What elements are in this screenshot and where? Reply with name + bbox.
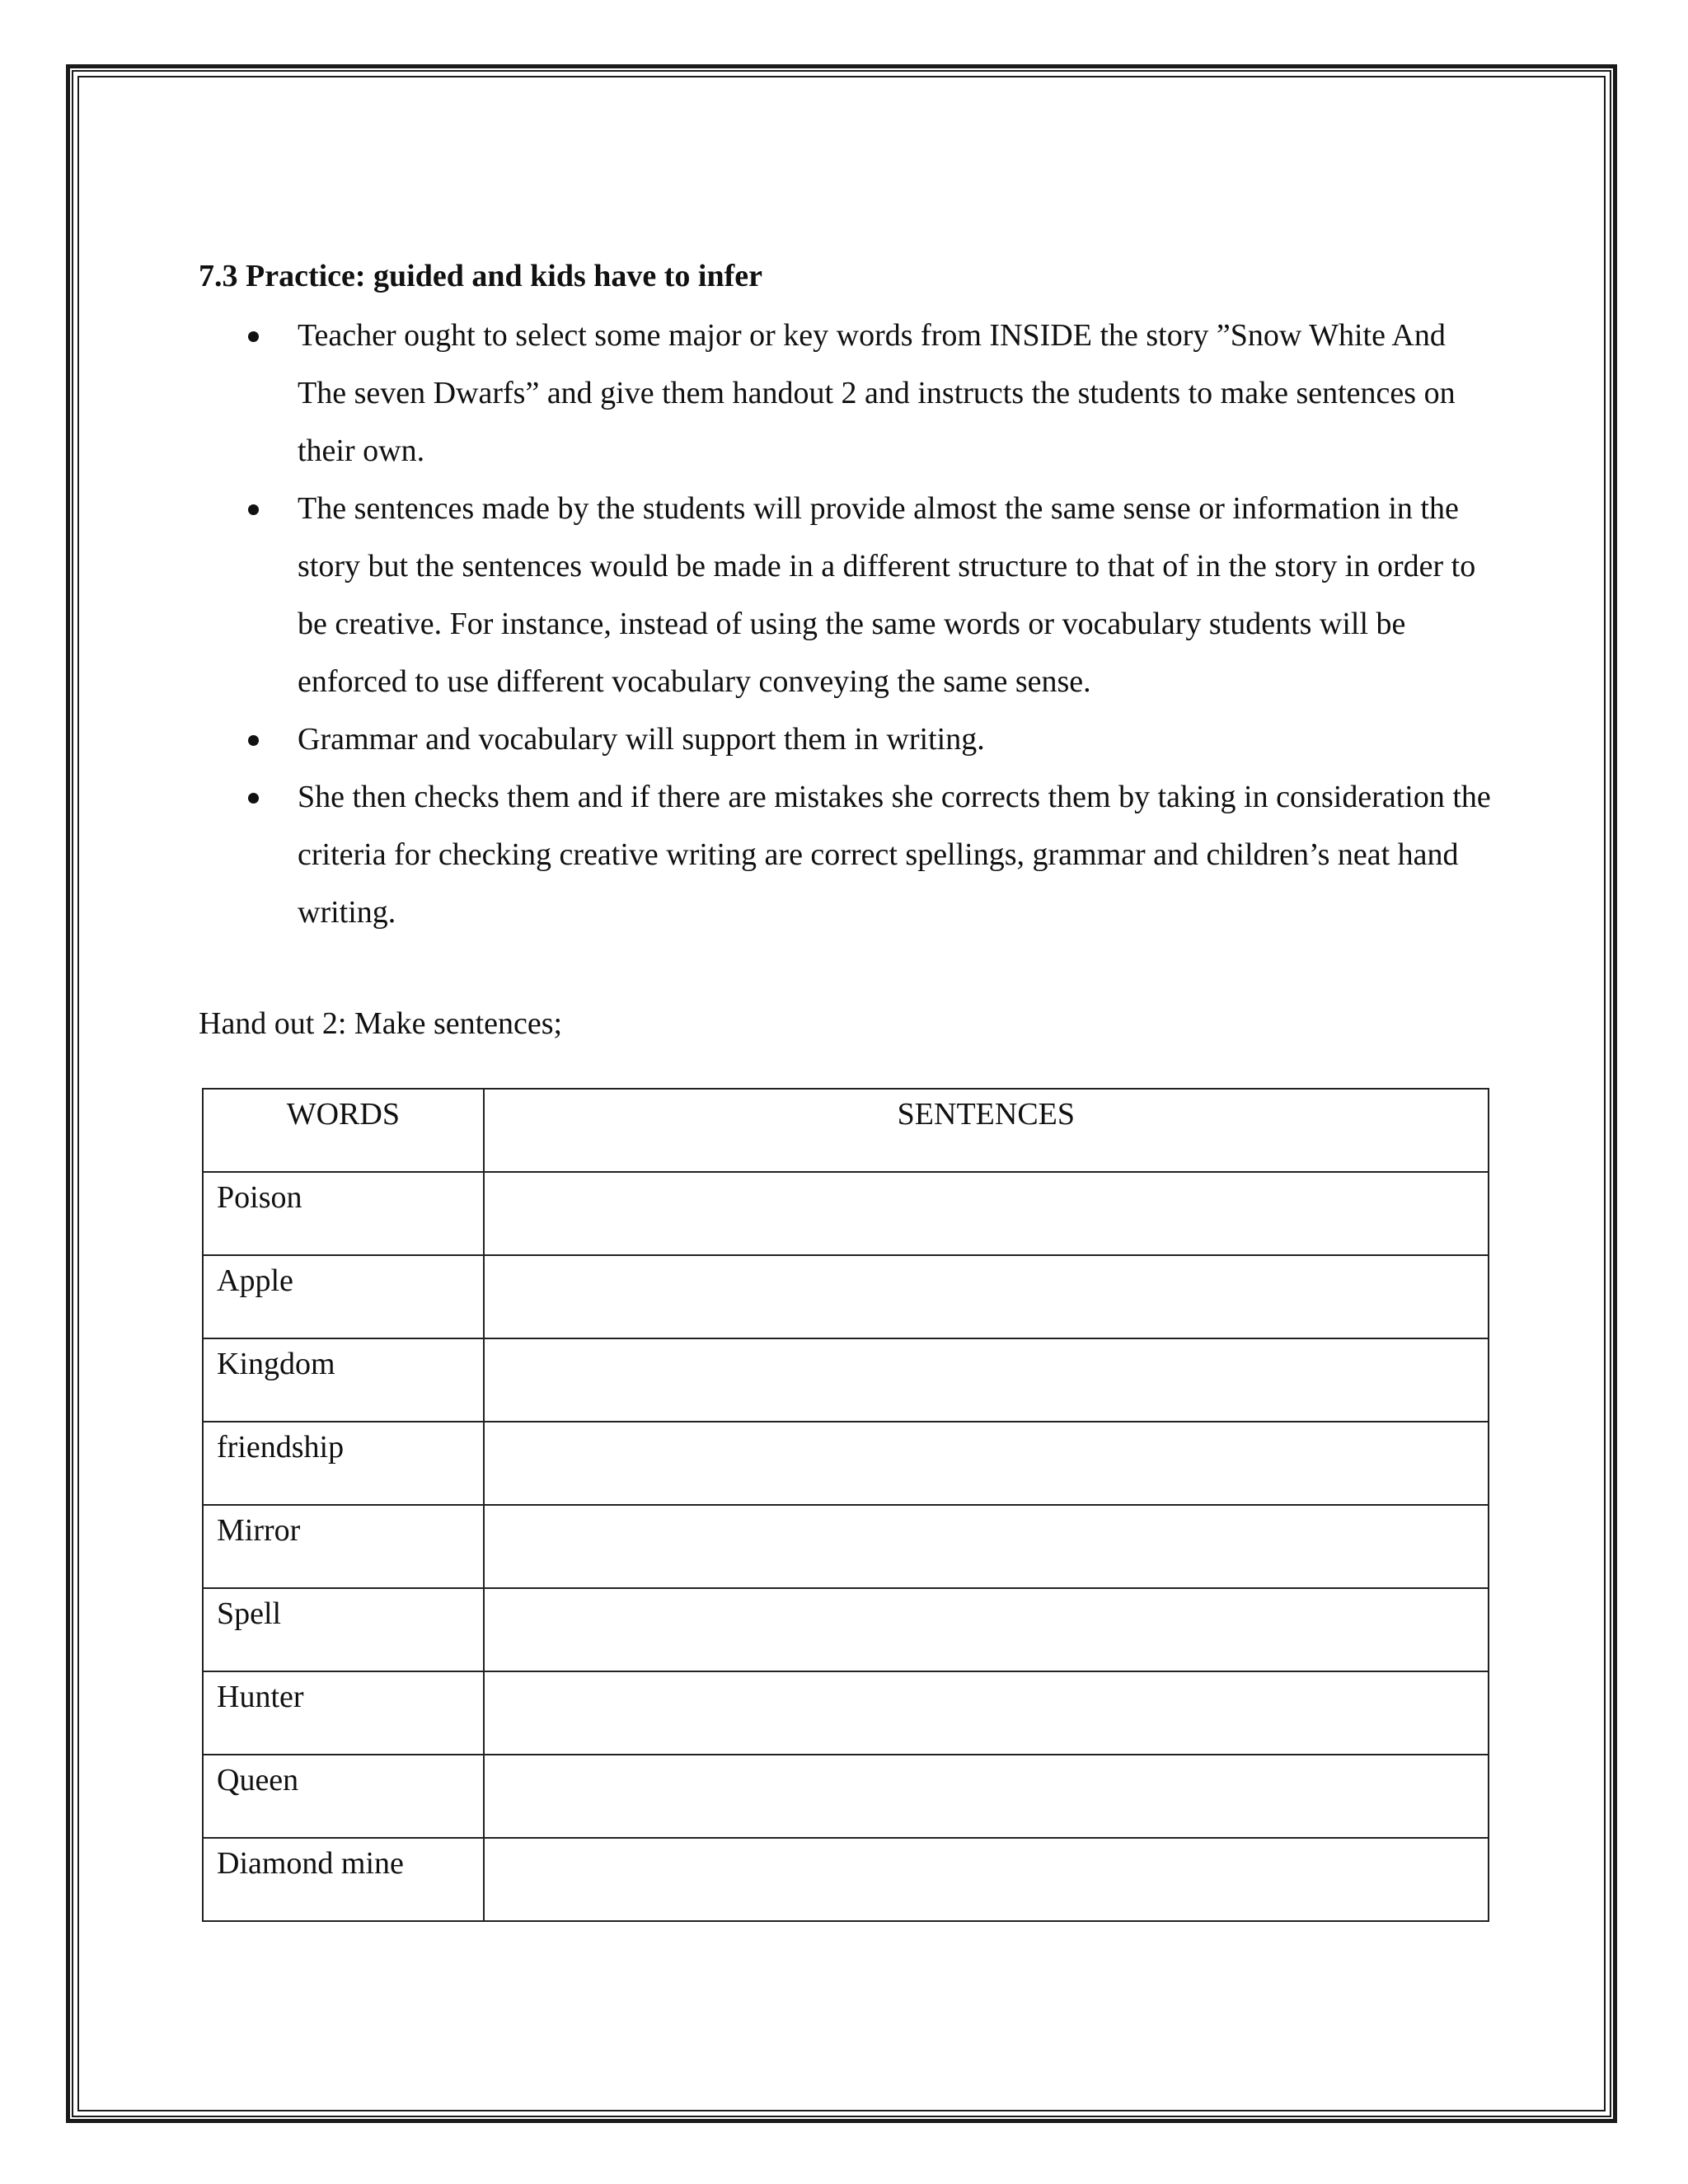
- bullet-item: [199, 480, 1501, 710]
- table-row: [203, 1255, 1489, 1338]
- header-words: WORDS: [203, 1089, 484, 1172]
- section-heading: 7.3 Practice: guided and kids have to infer: [199, 259, 762, 293]
- bullet-dot-icon: [248, 793, 259, 804]
- table-row: [203, 1505, 1489, 1588]
- header-sentences: SENTENCES: [484, 1089, 1489, 1172]
- sentence-cell[interactable]: [484, 1671, 1489, 1755]
- practice-bullet-list: [199, 307, 1501, 941]
- bullet-dot-icon: [248, 735, 259, 746]
- word-cell: Kingdom: [203, 1338, 484, 1422]
- word-cell: Diamond mine: [203, 1838, 484, 1921]
- word-cell: Mirror: [203, 1505, 484, 1588]
- word-cell: Poison: [203, 1172, 484, 1255]
- bullet-item: [199, 768, 1501, 941]
- bullet-text: The sentences made by the students will provide almost the same sense or information in the story but the sentences would be made in a different structure to that of in the story in order to be creative. For instance, instead of using the same words or vocabulary students will be enforced to use different vocabulary conveying the same sense.: [298, 491, 1476, 699]
- bullet-item: [199, 710, 1501, 768]
- bullet-dot-icon: [248, 504, 259, 515]
- bullet-item: [199, 307, 1501, 480]
- table-row: [203, 1671, 1489, 1755]
- word-cell: Spell: [203, 1588, 484, 1671]
- bullet-dot-icon: [248, 331, 259, 342]
- sentence-cell[interactable]: [484, 1172, 1489, 1255]
- table-row: [203, 1338, 1489, 1422]
- word-cell: Hunter: [203, 1671, 484, 1755]
- table-row: [203, 1588, 1489, 1671]
- bullet-text: Teacher ought to select some major or key words from INSIDE the story ”Snow White And The seven Dwarfs” and give them handout 2 and instructs the students to make sentences on their own.: [298, 318, 1456, 468]
- sentence-cell[interactable]: [484, 1422, 1489, 1505]
- word-cell: friendship: [203, 1422, 484, 1505]
- word-cell: Queen: [203, 1755, 484, 1838]
- sentence-cell[interactable]: [484, 1588, 1489, 1671]
- sentence-cell[interactable]: [484, 1255, 1489, 1338]
- table-row: [203, 1755, 1489, 1838]
- handout-label: Hand out 2: Make sentences;: [199, 1006, 563, 1041]
- bullet-text: She then checks them and if there are mistakes she corrects them by taking in consideration the criteria for checking creative writing are correct spellings, grammar and children’s neat hand writing.: [298, 780, 1491, 930]
- table-row: [203, 1172, 1489, 1255]
- word-cell: Apple: [203, 1255, 484, 1338]
- table-header-row: [203, 1089, 1489, 1172]
- sentence-cell[interactable]: [484, 1505, 1489, 1588]
- sentence-cell[interactable]: [484, 1338, 1489, 1422]
- handout-table: [202, 1088, 1489, 1922]
- table-row: [203, 1838, 1489, 1921]
- sentence-cell[interactable]: [484, 1755, 1489, 1838]
- bullet-text: Grammar and vocabulary will support them in writing.: [298, 722, 985, 757]
- sentence-cell[interactable]: [484, 1838, 1489, 1921]
- table-row: [203, 1422, 1489, 1505]
